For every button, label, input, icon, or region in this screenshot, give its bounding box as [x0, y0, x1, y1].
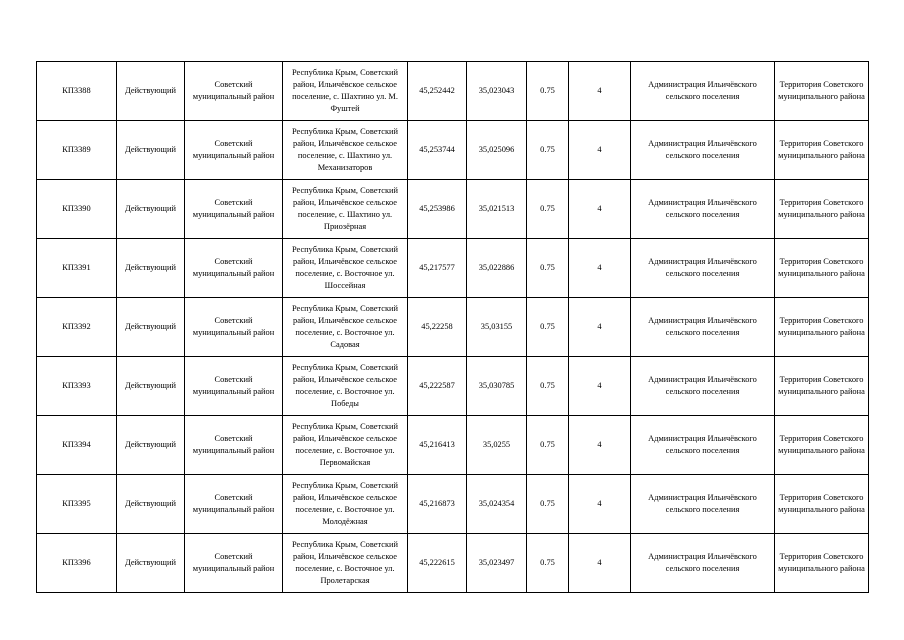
- latitude-cell: 45,216413: [408, 416, 467, 475]
- latitude-cell: 45,253744: [408, 121, 467, 180]
- longitude-cell: 35,030785: [467, 357, 527, 416]
- table-row: [37, 121, 869, 180]
- owner-cell: Администрация Ильичёвского сельского поселения: [631, 239, 775, 298]
- longitude-cell: 35,022886: [467, 239, 527, 298]
- owner-cell: Администрация Ильичёвского сельского поселения: [631, 416, 775, 475]
- latitude-cell: 45,253986: [408, 180, 467, 239]
- area-cell: 0.75: [527, 416, 569, 475]
- registry-body: [37, 62, 869, 593]
- status-cell: Действующий: [117, 62, 185, 121]
- address-cell: Республика Крым, Советский район, Ильичёвское сельское поселение, с. Шахтино ул. Механизаторов: [283, 121, 408, 180]
- container-count-cell: 4: [569, 121, 631, 180]
- site-code-cell: КП3395: [37, 475, 117, 534]
- table-row: [37, 534, 869, 593]
- status-cell: Действующий: [117, 239, 185, 298]
- site-code-cell: КП3392: [37, 298, 117, 357]
- site-code-cell: КП3394: [37, 416, 117, 475]
- owner-cell: Администрация Ильичёвского сельского поселения: [631, 534, 775, 593]
- territory-cell: Территория Советского муниципального района: [775, 475, 869, 534]
- district-cell: Советский муниципальный район: [185, 416, 283, 475]
- latitude-cell: 45,222615: [408, 534, 467, 593]
- district-cell: Советский муниципальный район: [185, 298, 283, 357]
- container-count-cell: 4: [569, 180, 631, 239]
- area-cell: 0.75: [527, 62, 569, 121]
- status-cell: Действующий: [117, 121, 185, 180]
- area-cell: 0.75: [527, 121, 569, 180]
- owner-cell: Администрация Ильичёвского сельского поселения: [631, 62, 775, 121]
- owner-cell: Администрация Ильичёвского сельского поселения: [631, 180, 775, 239]
- container-count-cell: 4: [569, 62, 631, 121]
- status-cell: Действующий: [117, 298, 185, 357]
- address-cell: Республика Крым, Советский район, Ильичёвское сельское поселение, с. Восточное ул. Пролетарская: [283, 534, 408, 593]
- territory-cell: Территория Советского муниципального района: [775, 416, 869, 475]
- area-cell: 0.75: [527, 357, 569, 416]
- site-code-cell: КП3388: [37, 62, 117, 121]
- longitude-cell: 35,0255: [467, 416, 527, 475]
- territory-cell: Территория Советского муниципального района: [775, 534, 869, 593]
- container-count-cell: 4: [569, 239, 631, 298]
- longitude-cell: 35,025096: [467, 121, 527, 180]
- container-count-cell: 4: [569, 416, 631, 475]
- table-row: [37, 239, 869, 298]
- latitude-cell: 45,252442: [408, 62, 467, 121]
- site-code-cell: КП3396: [37, 534, 117, 593]
- longitude-cell: 35,024354: [467, 475, 527, 534]
- container-count-cell: 4: [569, 357, 631, 416]
- status-cell: Действующий: [117, 534, 185, 593]
- territory-cell: Территория Советского муниципального района: [775, 298, 869, 357]
- district-cell: Советский муниципальный район: [185, 475, 283, 534]
- district-cell: Советский муниципальный район: [185, 239, 283, 298]
- site-code-cell: КП3390: [37, 180, 117, 239]
- longitude-cell: 35,023043: [467, 62, 527, 121]
- address-cell: Республика Крым, Советский район, Ильичёвское сельское поселение, с. Шахтино ул. Приозёрная: [283, 180, 408, 239]
- district-cell: Советский муниципальный район: [185, 180, 283, 239]
- area-cell: 0.75: [527, 475, 569, 534]
- owner-cell: Администрация Ильичёвского сельского поселения: [631, 475, 775, 534]
- district-cell: Советский муниципальный район: [185, 534, 283, 593]
- site-code-cell: КП3391: [37, 239, 117, 298]
- table-row: [37, 298, 869, 357]
- owner-cell: Администрация Ильичёвского сельского поселения: [631, 298, 775, 357]
- table-row: [37, 475, 869, 534]
- territory-cell: Территория Советского муниципального района: [775, 121, 869, 180]
- latitude-cell: 45,22258: [408, 298, 467, 357]
- address-cell: Республика Крым, Советский район, Ильичёвское сельское поселение, с. Шахтино ул. М. Фуштей: [283, 62, 408, 121]
- owner-cell: Администрация Ильичёвского сельского поселения: [631, 357, 775, 416]
- territory-cell: Территория Советского муниципального района: [775, 239, 869, 298]
- longitude-cell: 35,021513: [467, 180, 527, 239]
- longitude-cell: 35,023497: [467, 534, 527, 593]
- district-cell: Советский муниципальный район: [185, 357, 283, 416]
- registry-table: [36, 61, 869, 593]
- owner-cell: Администрация Ильичёвского сельского поселения: [631, 121, 775, 180]
- latitude-cell: 45,222587: [408, 357, 467, 416]
- address-cell: Республика Крым, Советский район, Ильичёвское сельское поселение, с. Восточное ул. Первомайская: [283, 416, 408, 475]
- site-code-cell: КП3393: [37, 357, 117, 416]
- status-cell: Действующий: [117, 180, 185, 239]
- table-row: [37, 180, 869, 239]
- longitude-cell: 35,03155: [467, 298, 527, 357]
- table-row: [37, 62, 869, 121]
- territory-cell: Территория Советского муниципального района: [775, 62, 869, 121]
- area-cell: 0.75: [527, 298, 569, 357]
- latitude-cell: 45,216873: [408, 475, 467, 534]
- status-cell: Действующий: [117, 416, 185, 475]
- status-cell: Действующий: [117, 357, 185, 416]
- address-cell: Республика Крым, Советский район, Ильичёвское сельское поселение, с. Восточное ул. Победы: [283, 357, 408, 416]
- latitude-cell: 45,217577: [408, 239, 467, 298]
- address-cell: Республика Крым, Советский район, Ильичёвское сельское поселение, с. Восточное ул. Садовая: [283, 298, 408, 357]
- territory-cell: Территория Советского муниципального района: [775, 357, 869, 416]
- district-cell: Советский муниципальный район: [185, 121, 283, 180]
- site-code-cell: КП3389: [37, 121, 117, 180]
- area-cell: 0.75: [527, 239, 569, 298]
- area-cell: 0.75: [527, 180, 569, 239]
- territory-cell: Территория Советского муниципального района: [775, 180, 869, 239]
- container-count-cell: 4: [569, 298, 631, 357]
- status-cell: Действующий: [117, 475, 185, 534]
- district-cell: Советский муниципальный район: [185, 62, 283, 121]
- table-row: [37, 416, 869, 475]
- address-cell: Республика Крым, Советский район, Ильичёвское сельское поселение, с. Восточное ул. Молодёжная: [283, 475, 408, 534]
- container-count-cell: 4: [569, 475, 631, 534]
- table-row: [37, 357, 869, 416]
- area-cell: 0.75: [527, 534, 569, 593]
- container-count-cell: 4: [569, 534, 631, 593]
- address-cell: Республика Крым, Советский район, Ильичёвское сельское поселение, с. Восточное ул. Шоссейная: [283, 239, 408, 298]
